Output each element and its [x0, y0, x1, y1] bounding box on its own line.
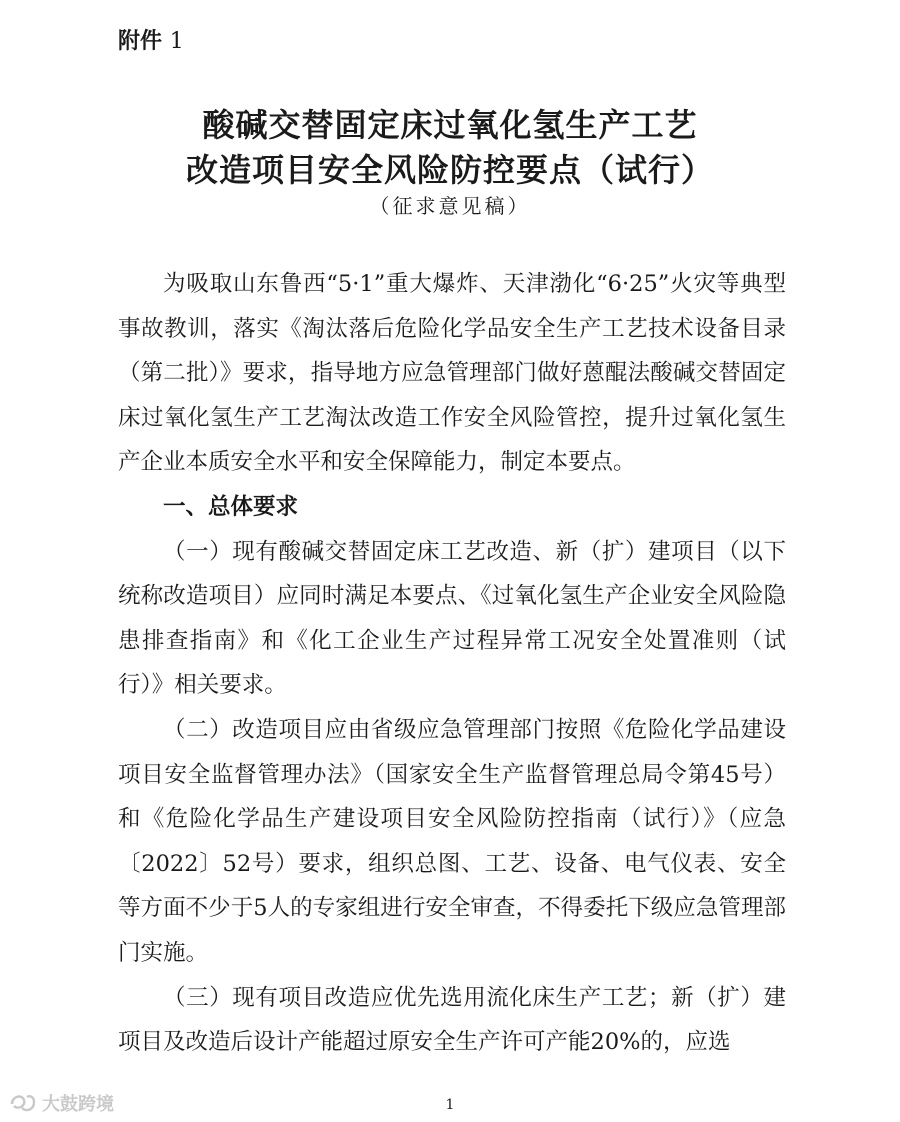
- paragraph-intro: 为吸取山东鲁西“5·1”重大爆炸、天津渤化“6·25”火灾等典型事故教训，落实《淘汰落后危险化学品安全生产工艺技术设备目录（第二批）》要求，指导地方应急管理部门做好蒽醌法酸碱交替固定床过氧化氢生产工艺淘汰改造工作安全风险管控，提升过氧化氢生产企业本质安全水平和安全保障能力，制定本要点。: [118, 271, 786, 476]
- section-heading-general: 一、总体要求: [163, 493, 299, 520]
- attachment-text: 附件: [118, 29, 163, 54]
- paragraph-item-1: （一）现有酸碱交替固定床工艺改造、新（扩）建项目（以下统称改造项目）应同时满足本要点、《过氧化氢生产企业安全风险隐患排查指南》和《化工企业生产过程异常工况安全处置准则（试行）》相关要求。: [118, 538, 786, 699]
- paragraph-item-3: （三）现有项目改造应优先选用流化床生产工艺；新（扩）建项目及改造后设计产能超过原安全生产许可产能20%的，应选: [118, 984, 786, 1056]
- document-subtitle: （征求意见稿）: [369, 194, 531, 218]
- attachment-number: 1: [169, 29, 184, 54]
- page-number: 1: [445, 1097, 455, 1113]
- watermark: [8, 1090, 114, 1116]
- watermark-text: 大鼓跨境: [42, 1094, 114, 1115]
- paragraph-item-2: （二）改造项目应由省级应急管理部门按照《危险化学品建设项目安全监督管理办法》（国家安全生产监督管理总局令第45号）和《危险化学品生产建设项目安全风险防控指南（试行）》（应急〔2022〕52号）要求，组织总图、工艺、设备、电气仪表、安全等方面不少于5人的专家组进行安全审查，不得委托下级应急管理部门实施。: [118, 716, 786, 966]
- attachment-label: [118, 24, 184, 55]
- document-body: [118, 262, 786, 1065]
- watermark-logo-icon: [8, 1092, 38, 1114]
- document-title-line1: 酸碱交替固定床过氧化氢生产工艺: [202, 106, 698, 144]
- document-title-line2: 改造项目安全风险防控要点（试行）: [185, 151, 714, 189]
